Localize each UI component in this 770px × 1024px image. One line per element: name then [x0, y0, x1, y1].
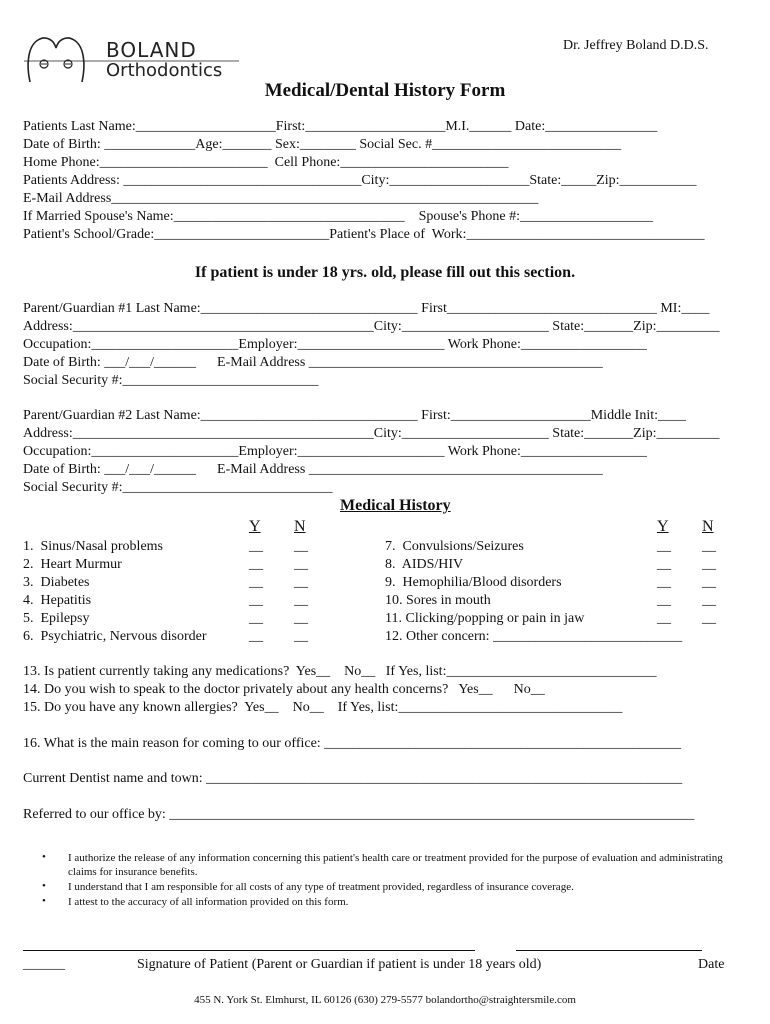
left-yes-blank[interactable]: __ [249, 611, 263, 626]
patient-email-row[interactable]: E-Mail Address_____________________________________________________________ [23, 191, 539, 206]
left-no-blank[interactable]: __ [294, 557, 308, 572]
right-yes-blank[interactable]: __ [657, 593, 671, 608]
guardian2-occupation-row[interactable]: Occupation:_____________________Employer:_____________________ Work Phone:__________________ [23, 444, 647, 459]
patient-address-row[interactable]: Patients Address: __________________________________City:____________________State:_____Zip:___________ [23, 173, 697, 188]
left-condition: 1. Sinus/Nasal problems [23, 539, 163, 554]
question-16[interactable]: 16. What is the main reason for coming to our office: ___________________________________________________ [23, 736, 682, 751]
bullet-dot: • [42, 851, 46, 863]
bullet-attest: I attest to the accuracy of all information provided on this form. [68, 896, 349, 908]
right-no-blank[interactable]: __ [702, 557, 716, 572]
date-label: Date [698, 957, 725, 972]
left-condition: 4. Hepatitis [23, 593, 92, 608]
tooth-icon [28, 38, 84, 82]
date-line[interactable] [516, 950, 702, 951]
doctor-name: Dr. Jeffrey Boland D.D.S. [563, 38, 709, 53]
left-yes-blank[interactable]: __ [249, 629, 263, 644]
left-condition: 2. Heart Murmur [23, 557, 122, 572]
left-no-blank[interactable]: __ [294, 629, 308, 644]
right-condition: 9. Hemophilia/Blood disorders [385, 575, 562, 590]
right-condition: 12. Other concern: ___________________________ [385, 629, 683, 644]
guardian2-ssn-row[interactable]: Social Security #:______________________________ [23, 480, 333, 495]
right-condition: 7. Convulsions/Seizures [385, 539, 524, 554]
bullet-authorize: I authorize the release of any information concerning this patient's health care or treatment provided for the purpose of evaluation and administrating claims for insurance benefits. [68, 852, 723, 878]
patient-school-row[interactable]: Patient's School/Grade:_________________________Patient's Place of Work:__________________________________ [23, 227, 705, 242]
right-condition: 10. Sores in mouth [385, 593, 491, 608]
left-condition: 3. Diabetes [23, 575, 90, 590]
medical-history-title: Medical History [340, 497, 451, 514]
right-no-blank[interactable]: __ [702, 575, 716, 590]
signature-label: Signature of Patient (Parent or Guardian if patient is under 18 years old) [137, 957, 542, 972]
question-14[interactable]: 14. Do you wish to speak to the doctor privately about any health concerns? Yes__ No__ [23, 682, 545, 697]
footer-contact: 455 N. York St. Elmhurst, IL 60126 (630) 279-5577 bolandortho@straightersmile.com [194, 994, 576, 1006]
patient-dob-row[interactable]: Date of Birth: _____________Age:_______ Sex:________ Social Sec. #___________________________ [23, 137, 622, 152]
patient-name-row[interactable]: Patients Last Name:____________________First:____________________M.I.______ Date:________________ [23, 119, 658, 134]
guardian1-ssn-row[interactable]: Social Security #:____________________________ [23, 373, 319, 388]
right-no-header: N [702, 518, 714, 535]
right-yes-header: Y [657, 518, 669, 535]
referred-by-field[interactable]: Referred to our office by: ___________________________________________________________________________ [23, 807, 695, 822]
right-yes-blank[interactable]: __ [657, 539, 671, 554]
left-yes-blank[interactable]: __ [249, 575, 263, 590]
question-15[interactable]: 15. Do you have any known allergies? Yes__ No__ If Yes, list:________________________________ [23, 700, 623, 715]
guardian2-name-row[interactable]: Parent/Guardian #2 Last Name:_______________________________ First:____________________Middle Init:____ [23, 408, 687, 423]
left-condition: 6. Psychiatric, Nervous disorder [23, 629, 207, 644]
guardian2-dob-row[interactable]: Date of Birth: ___/___/______ E-Mail Address __________________________________________ [23, 462, 603, 477]
minor-notice: If patient is under 18 yrs. old, please fill out this section. [194, 264, 576, 281]
right-yes-blank[interactable]: __ [657, 557, 671, 572]
left-no-blank[interactable]: __ [294, 611, 308, 626]
bullet-dot: • [42, 880, 46, 892]
right-condition: 11. Clicking/popping or pain in jaw [385, 611, 585, 626]
patient-phone-row[interactable]: Home Phone:________________________ Cell Phone:________________________ [23, 155, 509, 170]
signature-left-blank: ______ [23, 957, 65, 972]
left-no-header: N [294, 518, 306, 535]
right-condition: 8. AIDS/HIV [385, 557, 464, 572]
left-yes-blank[interactable]: __ [249, 593, 263, 608]
guardian1-dob-row[interactable]: Date of Birth: ___/___/______ E-Mail Address __________________________________________ [23, 355, 603, 370]
left-condition: 5. Epilepsy [23, 611, 90, 626]
guardian1-occupation-row[interactable]: Occupation:_____________________Employer:_____________________ Work Phone:__________________ [23, 337, 647, 352]
left-no-blank[interactable]: __ [294, 539, 308, 554]
right-no-blank[interactable]: __ [702, 593, 716, 608]
question-13[interactable]: 13. Is patient currently taking any medications? Yes__ No__ If Yes, list:______________________________ [23, 664, 657, 679]
signature-line[interactable] [23, 950, 475, 951]
left-yes-blank[interactable]: __ [249, 557, 263, 572]
left-yes-header: Y [249, 518, 261, 535]
guardian1-address-row[interactable]: Address:___________________________________________City:_____________________ State:_______Zip:_________ [23, 319, 720, 334]
right-no-blank[interactable]: __ [702, 611, 716, 626]
logo-name: BOLAND [106, 38, 197, 62]
right-yes-blank[interactable]: __ [657, 575, 671, 590]
left-yes-blank[interactable]: __ [249, 539, 263, 554]
left-no-blank[interactable]: __ [294, 593, 308, 608]
guardian1-name-row[interactable]: Parent/Guardian #1 Last Name:_______________________________ First______________________________ MI:____ [23, 301, 710, 316]
guardian2-address-row[interactable]: Address:___________________________________________City:_____________________ State:_______Zip:_________ [23, 426, 720, 441]
form-title: Medical/Dental History Form [264, 80, 506, 101]
logo-subtitle: Orthodontics [106, 60, 223, 81]
bullet-responsible: I understand that I am responsible for all costs of any type of treatment provided, regardless of insurance coverage. [68, 881, 574, 893]
right-no-blank[interactable]: __ [702, 539, 716, 554]
patient-spouse-row[interactable]: If Married Spouse's Name:_________________________________ Spouse's Phone #:___________________ [23, 209, 653, 224]
right-yes-blank[interactable]: __ [657, 611, 671, 626]
left-no-blank[interactable]: __ [294, 575, 308, 590]
current-dentist-field[interactable]: Current Dentist name and town: ____________________________________________________________________ [23, 771, 683, 786]
bullet-dot: • [42, 895, 46, 907]
